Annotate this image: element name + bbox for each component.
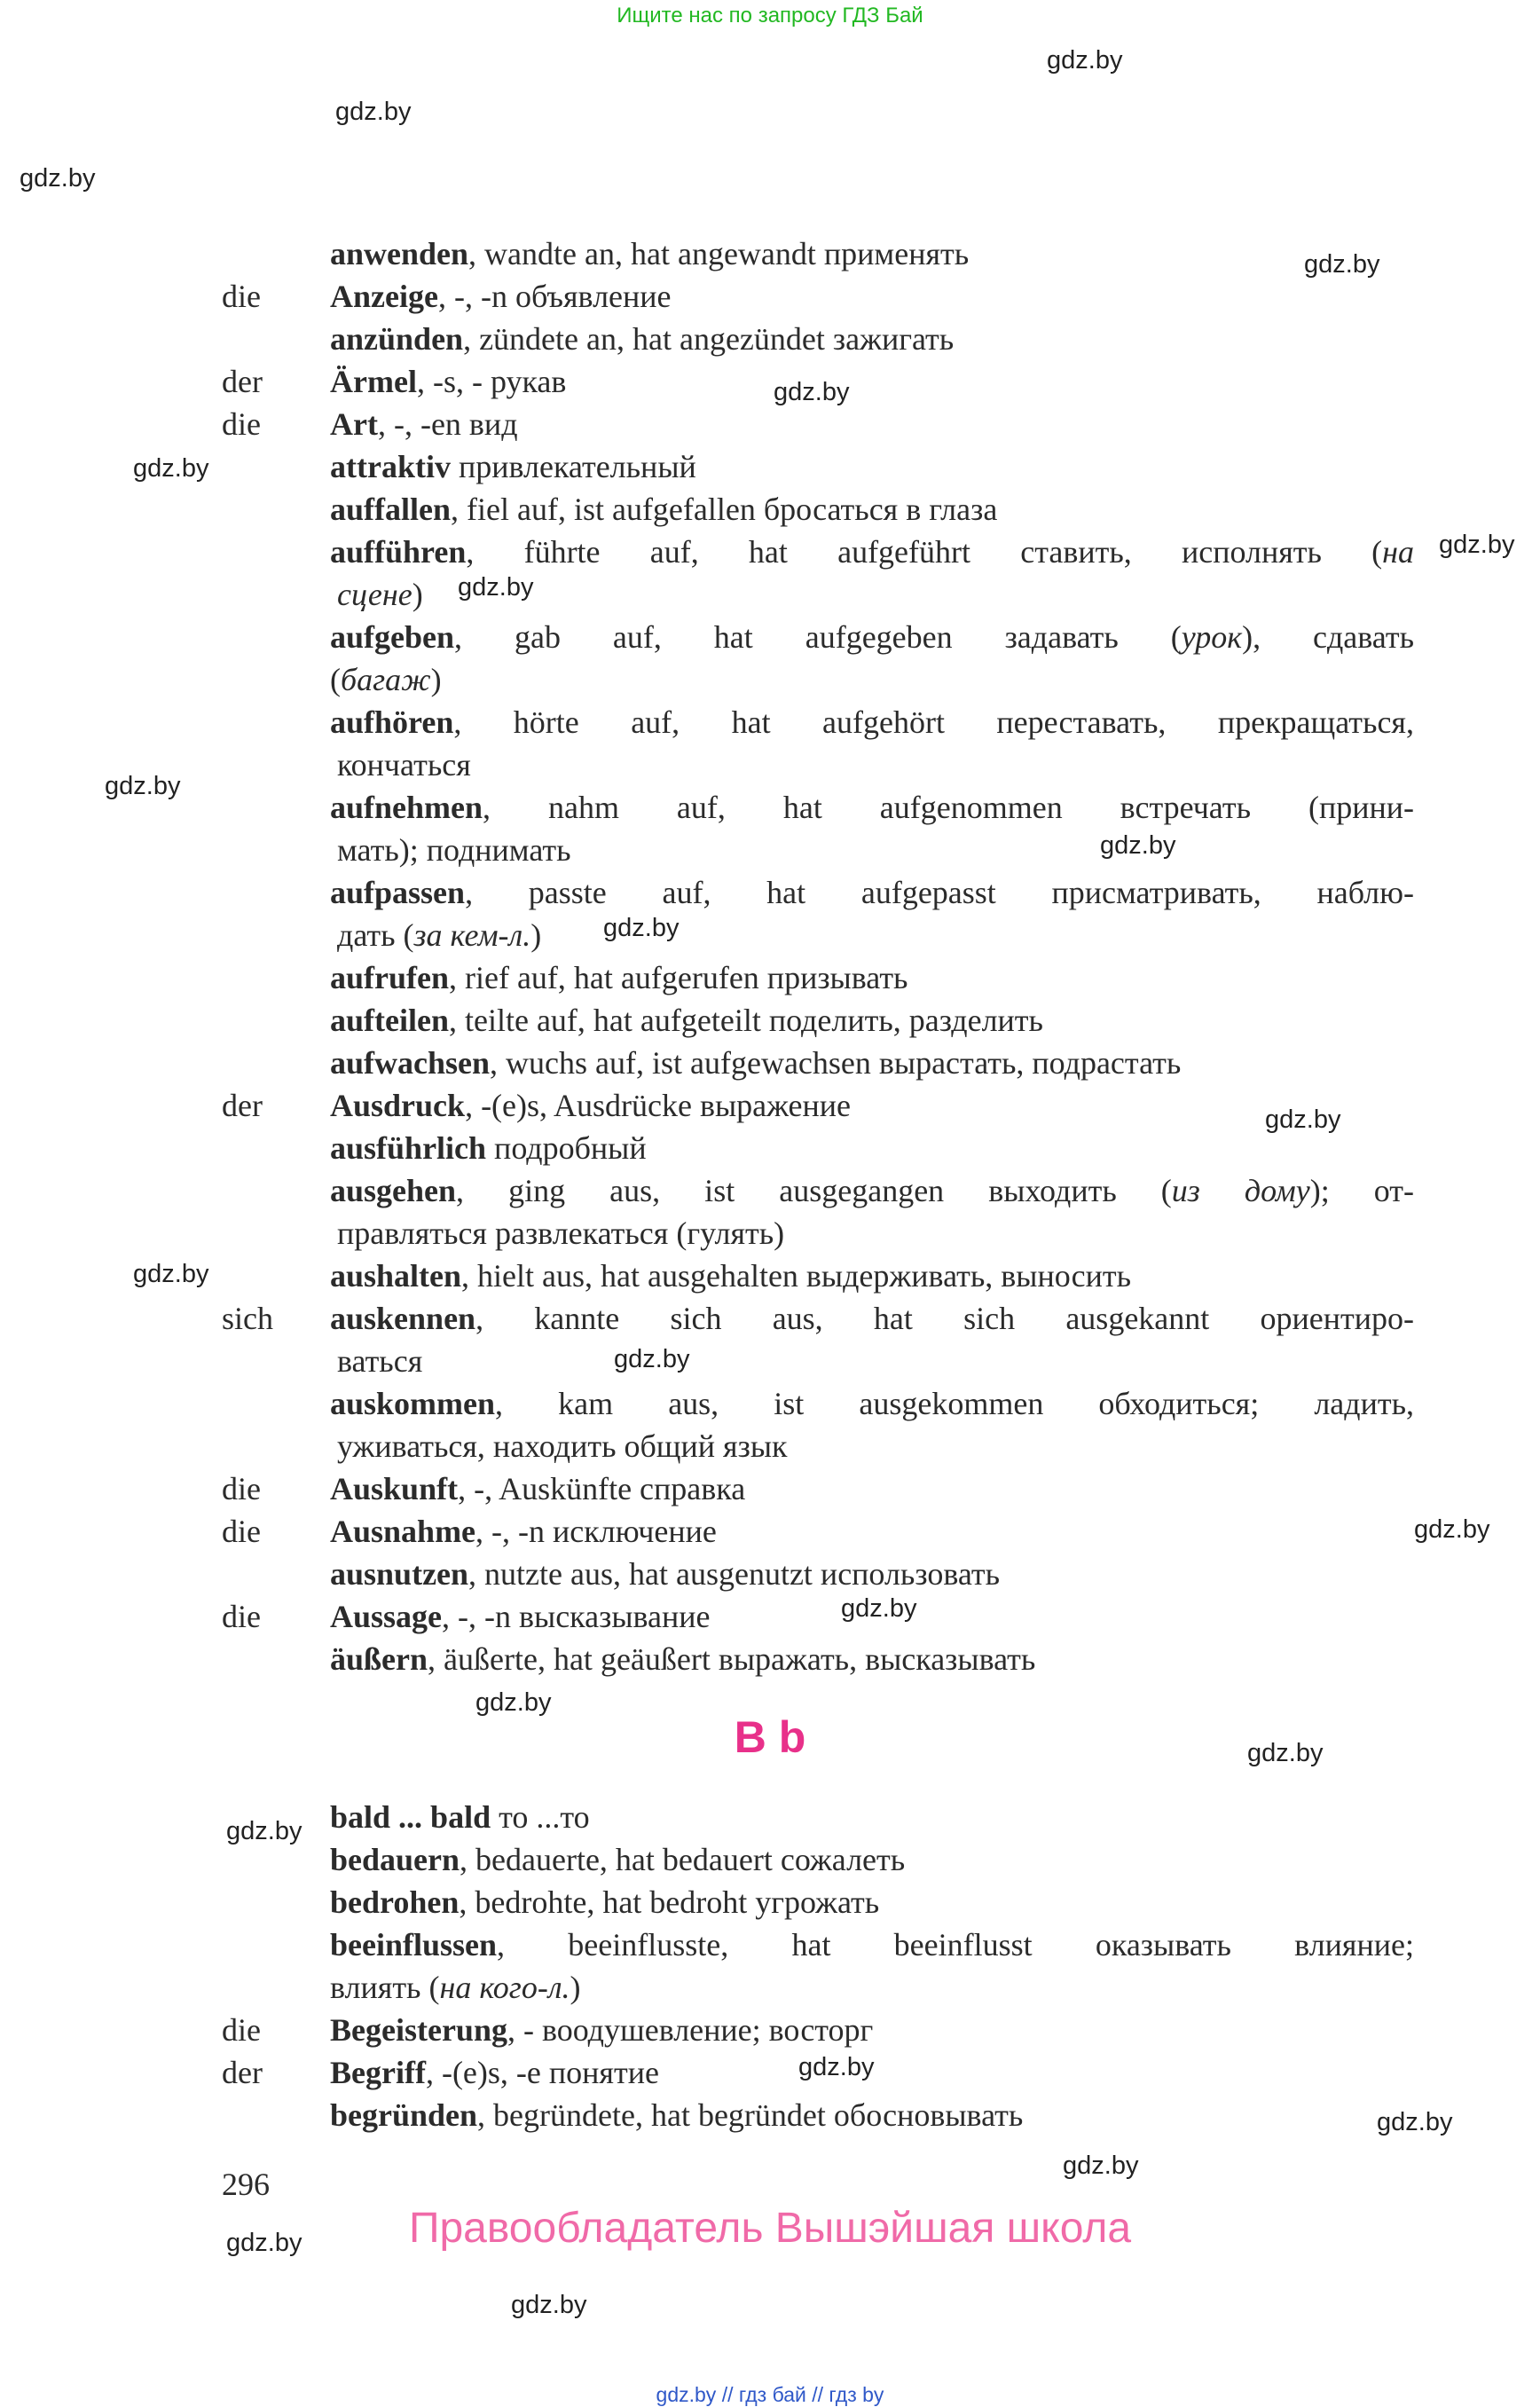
entry-text: ausnutzen, nutzte aus, hat ausgenutzt использовать	[330, 1556, 1001, 1592]
entry-continuation: кончаться	[337, 747, 471, 783]
watermark: gdz.by	[1265, 1105, 1341, 1134]
dictionary-entry	[0, 616, 1540, 658]
entry-continuation: ваться	[337, 1343, 423, 1379]
entry-headword: bedrohen	[330, 1884, 460, 1920]
entry-text: auffallen, fiel auf, ist aufgefallen бросаться в глаза	[330, 492, 998, 527]
dictionary-entry-continuation	[0, 829, 1540, 871]
entry-article: die	[222, 2012, 261, 2048]
entry-headword: bald ... bald	[330, 1799, 491, 1835]
dictionary-entry	[0, 1553, 1540, 1595]
entry-headword: aufhören	[330, 704, 454, 740]
entry-text: anzünden, zündete an, hat angezündet зажигать	[330, 321, 955, 357]
entry-headword: Ausdruck	[330, 1088, 466, 1123]
entry-text: aufrufen, rief auf, hat aufgerufen призывать	[330, 960, 908, 995]
entry-text: Ärmel, -s, - рукав	[330, 364, 567, 399]
entry-text: äußern, äußerte, hat geäußert выражать, высказывать	[330, 1641, 1036, 1677]
entry-article: die	[222, 1599, 261, 1634]
entry-text: bedauern, bedauerte, hat bedauert сожалеть	[330, 1842, 906, 1877]
entry-headword: Ärmel	[330, 364, 417, 399]
watermark: gdz.by	[335, 98, 412, 126]
dictionary-entry	[0, 1923, 1540, 1966]
entry-text: bedrohen, bedrohte, hat bedroht угрожать	[330, 1884, 880, 1920]
dictionary-entry	[0, 1881, 1540, 1923]
dictionary-entry	[0, 318, 1540, 360]
watermark: gdz.by	[458, 573, 534, 602]
entry-headword: ausführlich	[330, 1130, 487, 1166]
copyright-holder: Правообладатель Вышэйшая школа	[408, 2205, 1132, 2252]
entry-text: aufnehmen, nahm auf, hat aufgenommen встречать (прини-	[330, 790, 1414, 825]
entry-continuation: сцене)	[337, 577, 423, 612]
dictionary-entry	[0, 1638, 1540, 1680]
dictionary-entry	[0, 1255, 1540, 1297]
entry-continuation: уживаться, находить общий язык	[337, 1428, 788, 1464]
entry-text: aufpassen, passte auf, hat aufgepasst присматривать, наблю-	[330, 875, 1414, 910]
dictionary-entry-continuation	[0, 743, 1540, 786]
entry-continuation: (багаж)	[330, 662, 442, 697]
watermark: gdz.by	[511, 2291, 587, 2319]
dictionary-entry	[0, 999, 1540, 1042]
dictionary-entry	[0, 360, 1540, 403]
entry-text: aufwachsen, wuchs auf, ist aufgewachsen вырастать, подрастать	[330, 1045, 1182, 1081]
watermark: gdz.by	[105, 772, 181, 800]
entry-text: ausführlich подробный	[330, 1130, 647, 1166]
dictionary-entry	[0, 275, 1540, 318]
dictionary-entry	[0, 871, 1540, 914]
entry-headword: begründen	[330, 2097, 478, 2133]
watermark: gdz.by	[1414, 1515, 1490, 1544]
entry-headword: auskommen	[330, 1386, 496, 1421]
watermark: gdz.by	[1063, 2151, 1139, 2180]
watermark: gdz.by	[475, 1688, 552, 1717]
dictionary-entry	[0, 232, 1540, 275]
entry-headword: Begeisterung	[330, 2012, 507, 2048]
watermark: gdz.by	[226, 2229, 302, 2257]
footer-links[interactable]: gdz.by // гдз бай // гдз by	[656, 2383, 884, 2406]
entry-continuation: дать (за кем-л.)	[337, 917, 542, 953]
entry-headword: Auskunft	[330, 1471, 459, 1506]
dictionary-entry	[0, 2051, 1540, 2094]
watermark: gdz.by	[20, 164, 96, 193]
entry-continuation: влиять (на кого-л.)	[330, 1970, 581, 2005]
watermark: gdz.by	[1100, 831, 1176, 860]
entry-text: attraktiv привлекательный	[330, 449, 696, 484]
dictionary-entry	[0, 1595, 1540, 1638]
dictionary-entry	[0, 1084, 1540, 1127]
entry-article: die	[222, 1514, 261, 1549]
entry-text: aufgeben, gab auf, hat aufgegeben задавать (урок), сдавать	[330, 619, 1415, 655]
entry-article: der	[222, 2055, 263, 2090]
entry-text: Auskunft, -, Auskünfte справка	[330, 1471, 746, 1506]
entry-text: aufteilen, teilte auf, hat aufgeteilt поделить, разделить	[330, 1003, 1043, 1038]
dictionary-entry-continuation	[0, 1340, 1540, 1382]
dictionary-entry	[0, 445, 1540, 488]
entry-text: Begriff, -(e)s, -e понятие	[330, 2055, 659, 2090]
entry-text: auskommen, kam aus, ist ausgekommen обходиться; ладить,	[330, 1386, 1414, 1421]
watermark: gdz.by	[1377, 2108, 1453, 2136]
watermark: gdz.by	[1439, 531, 1515, 559]
entry-headword: Aussage	[330, 1599, 443, 1634]
watermark: gdz.by	[226, 1817, 302, 1845]
dictionary-entry-continuation	[0, 1212, 1540, 1255]
dictionary-entry-continuation	[0, 1966, 1540, 2009]
page-number: 296	[222, 2167, 270, 2202]
entry-headword: beeinflussen	[330, 1927, 498, 1963]
dictionary-entry	[0, 786, 1540, 829]
entry-article: die	[222, 279, 261, 314]
watermark: gdz.by	[1247, 1739, 1324, 1767]
entry-text: bald ... bald то ...то	[330, 1799, 590, 1835]
watermark: gdz.by	[798, 2053, 875, 2081]
entry-headword: anzünden	[330, 321, 464, 357]
watermark: gdz.by	[774, 378, 850, 406]
entry-text: aufführen, führte auf, hat aufgeführt ставить, исполнять (на	[330, 534, 1414, 570]
dictionary-entry	[0, 1042, 1540, 1084]
dictionary-entry-continuation	[0, 914, 1540, 956]
entry-text: beeinflussen, beeinflusste, hat beeinflusst оказывать влияние;	[330, 1927, 1414, 1963]
dictionary-entry	[0, 1297, 1540, 1340]
entry-headword: aufteilen	[330, 1003, 449, 1038]
entry-text: aushalten, hielt aus, hat ausgehalten выдерживать, выносить	[330, 1258, 1132, 1294]
dictionary-entry	[0, 1796, 1540, 1838]
watermark: gdz.by	[133, 454, 209, 483]
section-heading: B b	[734, 1712, 806, 1762]
entry-text: auskennen, kannte sich aus, hat sich ausgekannt ориентиро-	[330, 1301, 1414, 1336]
entry-headword: aufgeben	[330, 619, 455, 655]
entry-text: Begeisterung, - воодушевление; восторг	[330, 2012, 874, 2048]
dictionary-entry	[0, 701, 1540, 743]
entry-continuation: правляться развлекаться (гулять)	[337, 1215, 785, 1251]
entry-headword: aushalten	[330, 1258, 462, 1294]
entry-headword: ausnutzen	[330, 1556, 469, 1592]
dictionary-entry	[0, 1510, 1540, 1553]
entry-article: sich	[222, 1301, 273, 1336]
entry-headword: aufpassen	[330, 875, 466, 910]
entry-headword: aufwachsen	[330, 1045, 491, 1081]
entry-headword: auskennen	[330, 1301, 476, 1336]
entry-text: ausgehen, ging aus, ist ausgegangen выходить (из дому); от-	[330, 1173, 1414, 1208]
dictionary-entry	[0, 956, 1540, 999]
entry-headword: Anzeige	[330, 279, 438, 314]
dictionary-entry	[0, 1382, 1540, 1425]
dictionary-entry	[0, 2009, 1540, 2051]
entry-headword: auffallen	[330, 492, 452, 527]
watermark: gdz.by	[133, 1260, 209, 1288]
dictionary-entry	[0, 488, 1540, 531]
dictionary-entry	[0, 2094, 1540, 2136]
entry-headword: anwenden	[330, 236, 469, 271]
entry-article: die	[222, 1471, 261, 1506]
dictionary-entry	[0, 1127, 1540, 1169]
entry-article: der	[222, 364, 263, 399]
entry-text: Ausnahme, -, -n исключение	[330, 1514, 717, 1549]
dictionary-entry	[0, 531, 1540, 573]
entry-continuation: мать); поднимать	[337, 832, 571, 868]
entry-headword: attraktiv	[330, 449, 451, 484]
entry-headword: ausgehen	[330, 1173, 457, 1208]
entry-headword: äußern	[330, 1641, 428, 1677]
dictionary-entry	[0, 1169, 1540, 1212]
dictionary-entry	[0, 1838, 1540, 1881]
entry-headword: aufrufen	[330, 960, 449, 995]
dictionary-entry-continuation	[0, 1425, 1540, 1467]
entry-text: Anzeige, -, -n объявление	[330, 279, 672, 314]
dictionary-entry	[0, 403, 1540, 445]
watermark: gdz.by	[1304, 250, 1380, 279]
entry-text: begründen, begründete, hat begründet обосновывать	[330, 2097, 1024, 2133]
dictionary-entry	[0, 1467, 1540, 1510]
top-banner[interactable]: Ищите нас по запросу ГДЗ Бай	[617, 4, 923, 28]
entry-text: Art, -, -en вид	[330, 406, 518, 442]
entry-article: der	[222, 1088, 263, 1123]
entry-text: Ausdruck, -(e)s, Ausdrücke выражение	[330, 1088, 852, 1123]
watermark: gdz.by	[841, 1594, 917, 1623]
entry-headword: bedauern	[330, 1842, 460, 1877]
entry-headword: aufnehmen	[330, 790, 483, 825]
entry-headword: Art	[330, 406, 378, 442]
entry-headword: aufführen	[330, 534, 467, 570]
watermark: gdz.by	[603, 914, 680, 942]
dictionary-entry-continuation	[0, 658, 1540, 701]
entry-headword: Begriff	[330, 2055, 426, 2090]
entry-article: die	[222, 406, 261, 442]
dictionary-entry-continuation	[0, 573, 1540, 616]
entry-text: Aussage, -, -n высказывание	[330, 1599, 711, 1634]
watermark: gdz.by	[1047, 46, 1123, 75]
watermark: gdz.by	[614, 1345, 690, 1373]
entry-text: anwenden, wandte an, hat angewandt применять	[330, 236, 970, 271]
entry-headword: Ausnahme	[330, 1514, 476, 1549]
entry-text: aufhören, hörte auf, hat aufgehört переставать, прекращаться,	[330, 704, 1414, 740]
